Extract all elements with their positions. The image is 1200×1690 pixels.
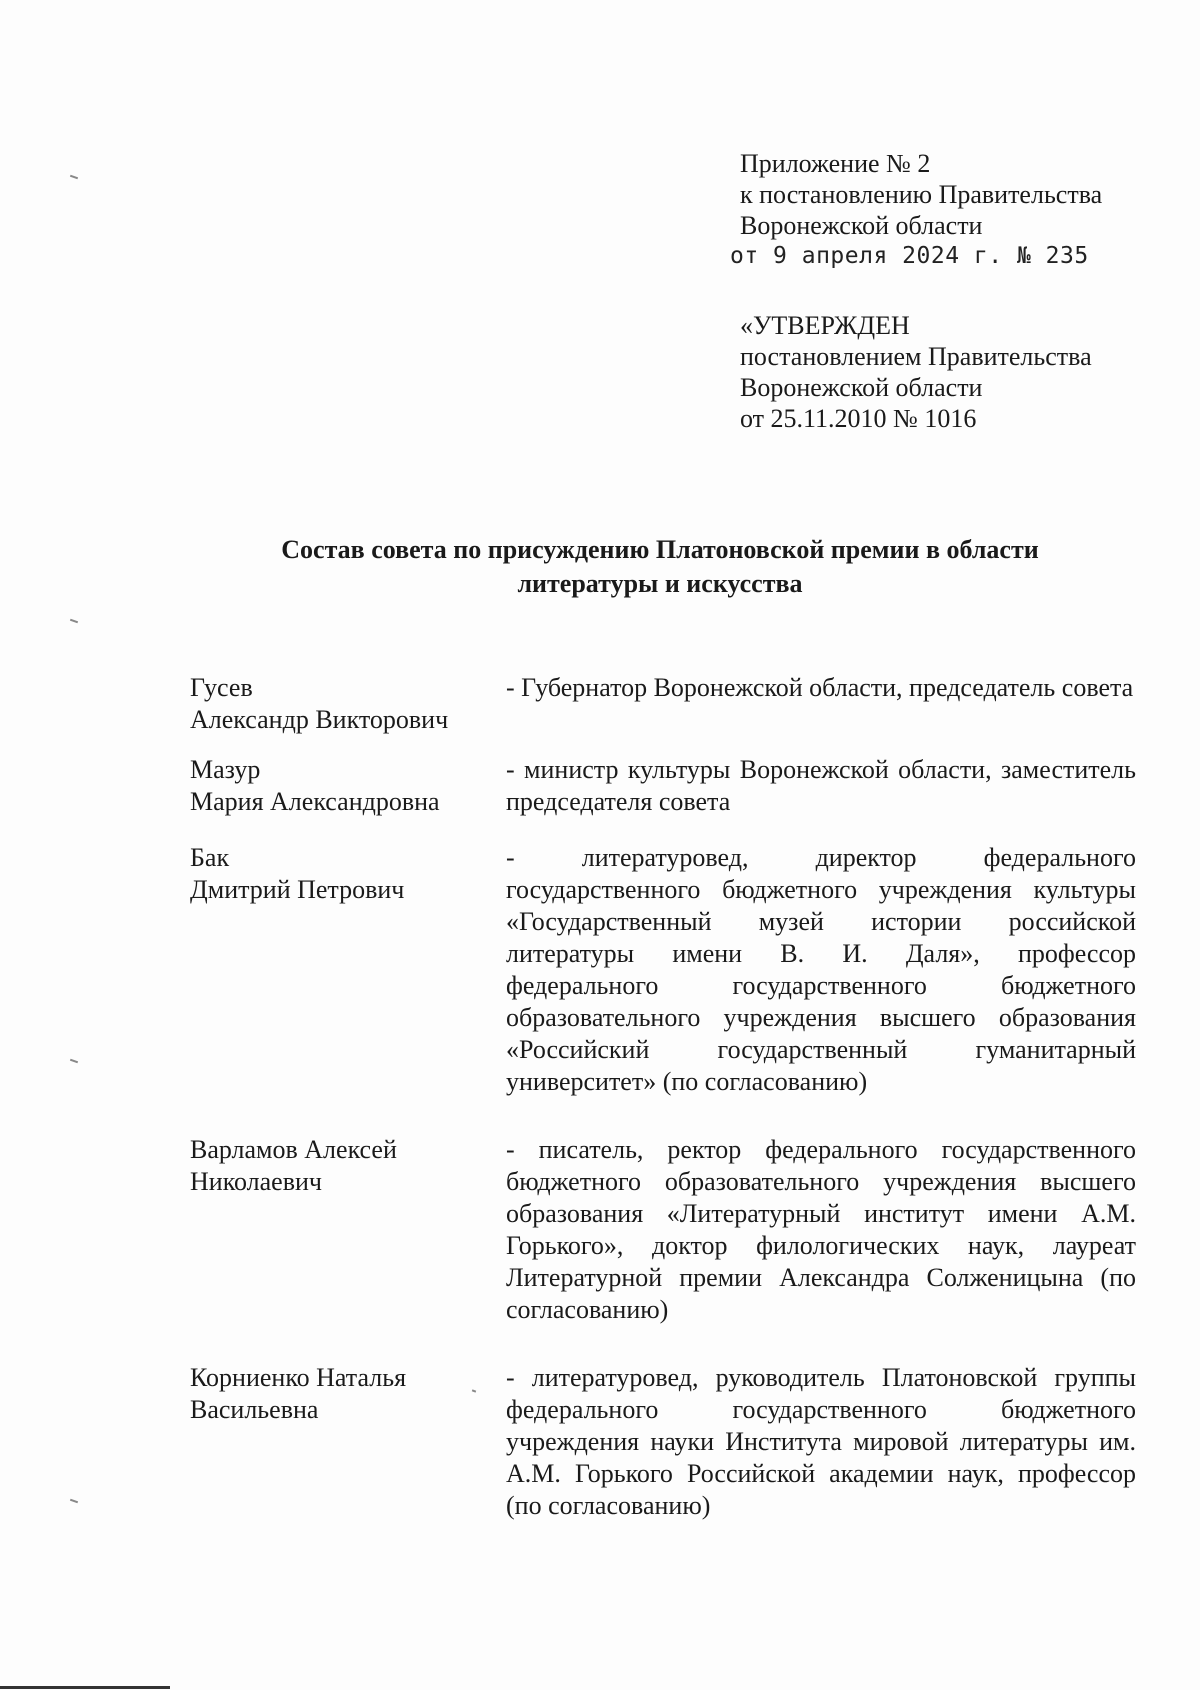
approval-label: «УТВЕРЖДЕН [740,311,910,340]
appendix-number: Приложение № 2 [740,149,931,178]
member-row [190,1362,1140,1522]
approval-region: Воронежской области [740,373,983,402]
scan-edge-line [0,1686,170,1689]
member-given-names: Васильевна [190,1395,319,1424]
member-surname: Варламов Алексей [190,1135,397,1164]
member-given-names: Николаевич [190,1167,322,1196]
title-line-2: литературы и искусства [517,569,803,598]
member-role: - литературовед, директор федерального государственного бюджетного учреждения культуры «Государственный музей истории российской литературы имени В. И. Даля», профессор федерального государственного бюджетного образовательного учреждения высшего образования «Российский государственный гуманитарный университет» (по согласованию) [506,843,1136,1096]
approval-date-number: от 25.11.2010 № 1016 [740,404,977,433]
scan-speck [70,1059,78,1064]
scan-speck [70,619,78,624]
council-members-list [190,672,1140,1522]
member-name [190,672,506,736]
member-given-names: Александр Викторович [190,705,449,734]
member-surname: Гусев [190,673,253,702]
member-role: - Губернатор Воронежской области, председатель совета [506,673,1134,702]
member-name [190,754,506,818]
appendix-decree-ref: к постановлению Правительства [740,180,1103,209]
approval-decree-ref: постановлением Правительства [740,342,1092,371]
member-name [190,842,506,1098]
member-name [190,1134,506,1326]
member-row [190,672,1140,736]
member-surname: Мазур [190,755,261,784]
title-line-1: Состав совета по присуждению Платоновской премии в области [281,535,1039,564]
member-role: - писатель, ректор федерального государственного бюджетного образовательного учреждения высшего образования «Литературный институт имени А.М. Горького», доктор филологических наук, лауреат Литературной премии Александра Солженицына (по согласованию) [506,1135,1136,1324]
member-surname: Бак [190,843,230,872]
member-role: - литературовед, руководитель Платоновской группы федерального государственного бюджетного учреждения науки Института мировой литературы им. А.М. Горького Российской академии наук, профессор (по согласованию) [506,1363,1136,1520]
member-given-names: Мария Александровна [190,787,440,816]
member-given-names: Дмитрий Петрович [190,875,405,904]
appendix-date-number: от 9 апреля 2024 г. № 235 [730,243,1089,269]
appendix-region: Воронежской области [740,211,983,240]
member-row [190,1134,1140,1326]
member-name [190,1362,506,1522]
scan-speck [70,175,78,180]
member-row [190,842,1140,1098]
appendix-header [730,148,1160,272]
scan-speck [70,1499,78,1504]
member-role: - министр культуры Воронежской области, заместитель председателя совета [506,755,1136,816]
member-surname: Корниенко Наталья [190,1363,407,1392]
document-title [230,533,1090,601]
approval-header [740,310,1160,434]
member-row [190,754,1140,818]
